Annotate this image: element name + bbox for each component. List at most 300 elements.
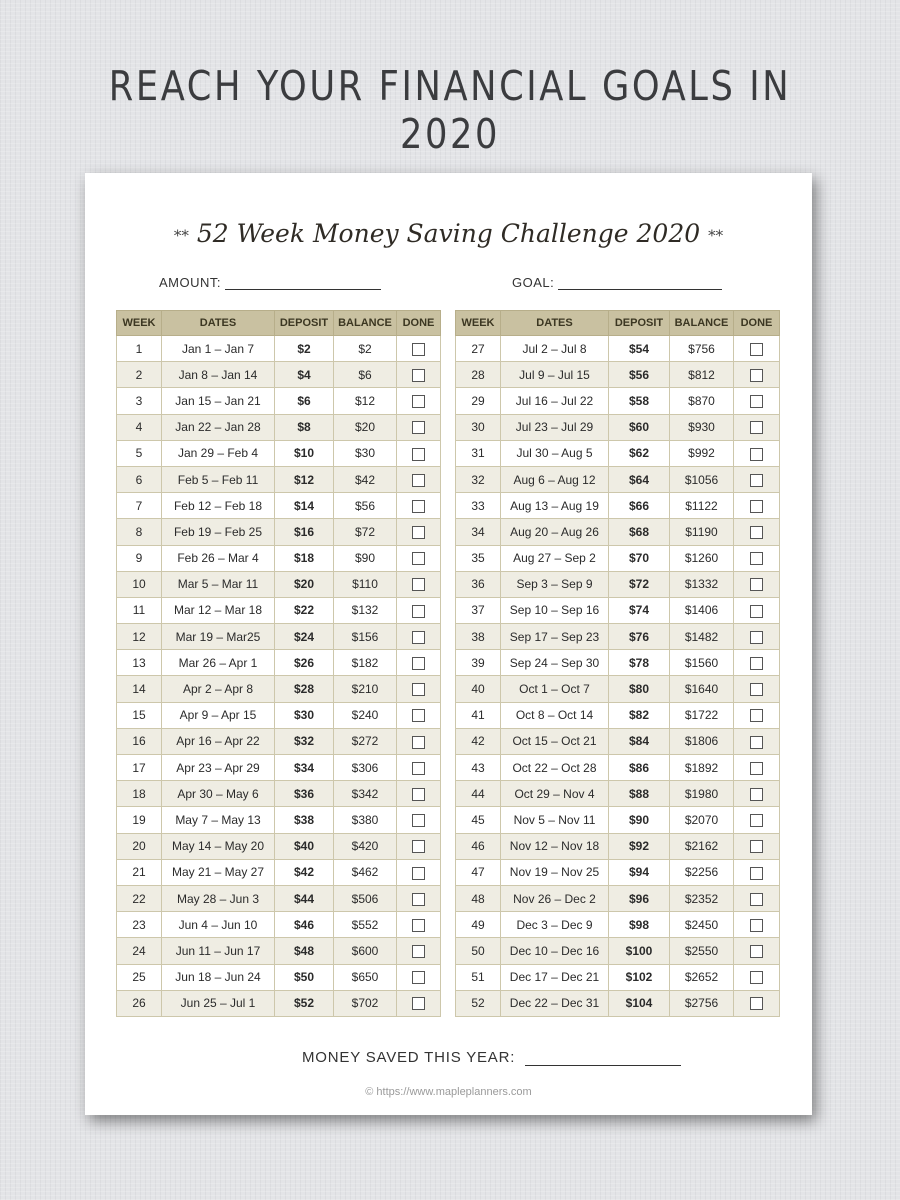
week-cell: 40 (456, 676, 501, 702)
done-checkbox[interactable] (412, 945, 425, 958)
header-done: DONE (397, 311, 441, 336)
dates-cell: Dec 3 – Dec 9 (501, 912, 609, 938)
done-checkbox[interactable] (412, 840, 425, 853)
dates-cell: Dec 22 – Dec 31 (501, 990, 609, 1016)
dates-cell: Oct 8 – Oct 14 (501, 702, 609, 728)
money-saved-label: MONEY SAVED THIS YEAR: (302, 1049, 516, 1066)
done-checkbox[interactable] (750, 814, 763, 827)
deposit-cell: $46 (275, 912, 334, 938)
table-row (117, 493, 441, 519)
goal-line[interactable] (558, 277, 722, 290)
done-cell (734, 388, 780, 414)
balance-cell: $420 (334, 833, 397, 859)
done-checkbox[interactable] (750, 526, 763, 539)
done-checkbox[interactable] (750, 840, 763, 853)
deposit-cell: $82 (609, 702, 670, 728)
deposit-cell: $78 (609, 650, 670, 676)
balance-cell: $380 (334, 807, 397, 833)
done-checkbox[interactable] (750, 657, 763, 670)
done-checkbox[interactable] (412, 369, 425, 382)
deposit-cell: $40 (275, 833, 334, 859)
table-row (456, 414, 780, 440)
done-checkbox[interactable] (412, 971, 425, 984)
dates-cell: Apr 16 – Apr 22 (162, 728, 275, 754)
done-cell (397, 781, 441, 807)
dates-cell: May 7 – May 13 (162, 807, 275, 833)
planner-sheet (85, 173, 812, 1115)
week-cell: 49 (456, 912, 501, 938)
week-cell: 12 (117, 624, 162, 650)
week-cell: 31 (456, 440, 501, 466)
dates-cell: Oct 29 – Nov 4 (501, 781, 609, 807)
deposit-cell: $42 (275, 859, 334, 885)
done-cell (397, 807, 441, 833)
week-cell: 27 (456, 336, 501, 362)
done-checkbox[interactable] (750, 500, 763, 513)
title-text: 52 Week Money Saving Challenge 2020 (196, 219, 701, 248)
dates-cell: Aug 6 – Aug 12 (501, 466, 609, 492)
done-cell (397, 519, 441, 545)
balance-cell: $6 (334, 362, 397, 388)
done-cell (734, 807, 780, 833)
deposit-cell: $64 (609, 466, 670, 492)
balance-cell: $992 (670, 440, 734, 466)
table-row (456, 466, 780, 492)
table-row (456, 388, 780, 414)
done-cell (397, 702, 441, 728)
dates-cell: Jun 11 – Jun 17 (162, 938, 275, 964)
deposit-cell: $2 (275, 336, 334, 362)
done-checkbox[interactable] (750, 736, 763, 749)
done-checkbox[interactable] (750, 343, 763, 356)
done-checkbox[interactable] (750, 631, 763, 644)
done-checkbox[interactable] (750, 605, 763, 618)
table-row (117, 388, 441, 414)
done-cell (397, 545, 441, 571)
goal-field (512, 275, 722, 290)
table-row (117, 336, 441, 362)
done-checkbox[interactable] (412, 421, 425, 434)
deposit-cell: $6 (275, 388, 334, 414)
balance-cell: $1190 (670, 519, 734, 545)
balance-cell: $462 (334, 859, 397, 885)
done-cell (397, 833, 441, 859)
done-cell (397, 493, 441, 519)
week-cell: 42 (456, 728, 501, 754)
table-row (117, 912, 441, 938)
deposit-cell: $22 (275, 597, 334, 623)
balance-cell: $72 (334, 519, 397, 545)
week-cell: 3 (117, 388, 162, 414)
table-row (117, 781, 441, 807)
header-week: WEEK (456, 311, 501, 336)
done-cell (397, 388, 441, 414)
dates-cell: Apr 2 – Apr 8 (162, 676, 275, 702)
dates-cell: Jun 18 – Jun 24 (162, 964, 275, 990)
header-balance: BALANCE (334, 311, 397, 336)
balance-cell: $306 (334, 755, 397, 781)
deposit-cell: $26 (275, 650, 334, 676)
table-row (456, 571, 780, 597)
deposit-cell: $4 (275, 362, 334, 388)
deposit-cell: $44 (275, 885, 334, 911)
dates-cell: Feb 5 – Feb 11 (162, 466, 275, 492)
table-row (456, 833, 780, 859)
table-row (456, 807, 780, 833)
table-header-row (117, 311, 441, 336)
deposit-cell: $86 (609, 755, 670, 781)
done-checkbox[interactable] (750, 971, 763, 984)
balance-cell: $42 (334, 466, 397, 492)
table-row (117, 545, 441, 571)
done-cell (734, 912, 780, 938)
balance-cell: $12 (334, 388, 397, 414)
done-checkbox[interactable] (412, 631, 425, 644)
money-saved-line[interactable] (525, 1051, 681, 1066)
balance-cell: $2652 (670, 964, 734, 990)
balance-cell: $756 (670, 336, 734, 362)
table-row (456, 519, 780, 545)
done-cell (734, 624, 780, 650)
done-cell (734, 990, 780, 1016)
balance-cell: $812 (670, 362, 734, 388)
done-cell (734, 493, 780, 519)
week-cell: 9 (117, 545, 162, 571)
table-header-row (456, 311, 780, 336)
week-cell: 38 (456, 624, 501, 650)
done-checkbox[interactable] (750, 867, 763, 880)
done-checkbox[interactable] (412, 526, 425, 539)
dates-cell: Dec 10 – Dec 16 (501, 938, 609, 964)
week-cell: 18 (117, 781, 162, 807)
deposit-cell: $18 (275, 545, 334, 571)
deposit-cell: $80 (609, 676, 670, 702)
table-row (456, 885, 780, 911)
dates-cell: Sep 10 – Sep 16 (501, 597, 609, 623)
week-cell: 2 (117, 362, 162, 388)
dates-cell: Aug 27 – Sep 2 (501, 545, 609, 571)
done-cell (397, 336, 441, 362)
done-checkbox[interactable] (750, 788, 763, 801)
done-checkbox[interactable] (750, 578, 763, 591)
done-cell (734, 545, 780, 571)
week-cell: 17 (117, 755, 162, 781)
table-row (456, 755, 780, 781)
done-checkbox[interactable] (412, 814, 425, 827)
header-balance: BALANCE (670, 311, 734, 336)
done-cell (734, 466, 780, 492)
week-cell: 48 (456, 885, 501, 911)
dates-cell: Mar 26 – Apr 1 (162, 650, 275, 676)
deposit-cell: $94 (609, 859, 670, 885)
balance-cell: $650 (334, 964, 397, 990)
dates-cell: Mar 5 – Mar 11 (162, 571, 275, 597)
dates-cell: Sep 24 – Sep 30 (501, 650, 609, 676)
done-cell (734, 859, 780, 885)
done-checkbox[interactable] (412, 552, 425, 565)
dates-cell: May 14 – May 20 (162, 833, 275, 859)
done-checkbox[interactable] (412, 893, 425, 906)
week-cell: 19 (117, 807, 162, 833)
done-checkbox[interactable] (750, 474, 763, 487)
table-row (117, 807, 441, 833)
deposit-cell: $66 (609, 493, 670, 519)
balance-cell: $156 (334, 624, 397, 650)
done-checkbox[interactable] (750, 552, 763, 565)
done-checkbox[interactable] (412, 395, 425, 408)
week-cell: 15 (117, 702, 162, 728)
table-row (117, 414, 441, 440)
balance-cell: $1406 (670, 597, 734, 623)
dates-cell: Feb 12 – Feb 18 (162, 493, 275, 519)
deposit-cell: $60 (609, 414, 670, 440)
balance-cell: $240 (334, 702, 397, 728)
done-checkbox[interactable] (750, 683, 763, 696)
week-cell: 8 (117, 519, 162, 545)
header-dates: DATES (162, 311, 275, 336)
header-week: WEEK (117, 311, 162, 336)
done-cell (397, 728, 441, 754)
done-checkbox[interactable] (750, 762, 763, 775)
done-checkbox[interactable] (412, 997, 425, 1010)
dates-cell: Oct 1 – Oct 7 (501, 676, 609, 702)
done-checkbox[interactable] (412, 683, 425, 696)
week-cell: 37 (456, 597, 501, 623)
done-cell (397, 990, 441, 1016)
balance-cell: $552 (334, 912, 397, 938)
balance-cell: $702 (334, 990, 397, 1016)
deposit-cell: $100 (609, 938, 670, 964)
dates-cell: Dec 17 – Dec 21 (501, 964, 609, 990)
week-cell: 32 (456, 466, 501, 492)
table-row (117, 833, 441, 859)
done-checkbox[interactable] (412, 736, 425, 749)
week-cell: 52 (456, 990, 501, 1016)
balance-cell: $30 (334, 440, 397, 466)
done-checkbox[interactable] (750, 421, 763, 434)
table-row (456, 990, 780, 1016)
dates-cell: Jan 29 – Feb 4 (162, 440, 275, 466)
deposit-cell: $90 (609, 807, 670, 833)
deposit-cell: $34 (275, 755, 334, 781)
done-checkbox[interactable] (412, 919, 425, 932)
deposit-cell: $50 (275, 964, 334, 990)
balance-cell: $2162 (670, 833, 734, 859)
week-cell: 45 (456, 807, 501, 833)
balance-cell: $930 (670, 414, 734, 440)
deposit-cell: $70 (609, 545, 670, 571)
dates-cell: Sep 17 – Sep 23 (501, 624, 609, 650)
done-cell (734, 440, 780, 466)
week-cell: 39 (456, 650, 501, 676)
week-cell: 44 (456, 781, 501, 807)
dates-cell: Jan 1 – Jan 7 (162, 336, 275, 362)
deposit-cell: $30 (275, 702, 334, 728)
header-dates: DATES (501, 311, 609, 336)
table-row (456, 597, 780, 623)
deposit-cell: $62 (609, 440, 670, 466)
table-row (117, 728, 441, 754)
balance-cell: $20 (334, 414, 397, 440)
balance-cell: $1560 (670, 650, 734, 676)
done-checkbox[interactable] (750, 919, 763, 932)
dates-cell: Apr 30 – May 6 (162, 781, 275, 807)
done-cell (734, 336, 780, 362)
week-cell: 21 (117, 859, 162, 885)
done-cell (397, 938, 441, 964)
done-checkbox[interactable] (412, 474, 425, 487)
balance-cell: $2352 (670, 885, 734, 911)
deposit-cell: $76 (609, 624, 670, 650)
balance-cell: $1260 (670, 545, 734, 571)
done-cell (734, 885, 780, 911)
deposit-cell: $56 (609, 362, 670, 388)
table-row (456, 650, 780, 676)
dates-cell: Jul 2 – Jul 8 (501, 336, 609, 362)
deposit-cell: $12 (275, 466, 334, 492)
balance-cell: $1722 (670, 702, 734, 728)
balance-cell: $182 (334, 650, 397, 676)
balance-cell: $870 (670, 388, 734, 414)
done-checkbox[interactable] (750, 369, 763, 382)
amount-line[interactable] (225, 277, 381, 290)
done-checkbox[interactable] (750, 997, 763, 1010)
dates-cell: Jul 9 – Jul 15 (501, 362, 609, 388)
done-cell (734, 414, 780, 440)
done-cell (397, 571, 441, 597)
table-row (456, 728, 780, 754)
done-checkbox[interactable] (750, 945, 763, 958)
done-cell (734, 702, 780, 728)
amount-label: AMOUNT: (159, 275, 221, 290)
title-stars-right: ** (708, 226, 724, 245)
done-cell (734, 964, 780, 990)
done-cell (734, 571, 780, 597)
balance-cell: $342 (334, 781, 397, 807)
balance-cell: $132 (334, 597, 397, 623)
done-cell (734, 833, 780, 859)
done-cell (397, 755, 441, 781)
deposit-cell: $38 (275, 807, 334, 833)
done-cell (397, 912, 441, 938)
money-saved-field (302, 1049, 681, 1066)
done-cell (397, 964, 441, 990)
balance-cell: $2756 (670, 990, 734, 1016)
deposit-cell: $24 (275, 624, 334, 650)
week-cell: 14 (117, 676, 162, 702)
done-checkbox[interactable] (412, 762, 425, 775)
balance-cell: $1056 (670, 466, 734, 492)
balance-cell: $1482 (670, 624, 734, 650)
table-row (117, 571, 441, 597)
week-cell: 4 (117, 414, 162, 440)
week-cell: 24 (117, 938, 162, 964)
done-checkbox[interactable] (750, 893, 763, 906)
balance-cell: $1806 (670, 728, 734, 754)
deposit-cell: $8 (275, 414, 334, 440)
week-cell: 23 (117, 912, 162, 938)
week-cell: 29 (456, 388, 501, 414)
deposit-cell: $10 (275, 440, 334, 466)
done-cell (397, 362, 441, 388)
table-row (456, 912, 780, 938)
week-cell: 36 (456, 571, 501, 597)
table-row (456, 964, 780, 990)
amount-field (159, 275, 381, 290)
done-checkbox[interactable] (750, 448, 763, 461)
balance-cell: $506 (334, 885, 397, 911)
done-checkbox[interactable] (412, 448, 425, 461)
done-cell (734, 362, 780, 388)
table-row (117, 650, 441, 676)
title-stars-left: ** (173, 226, 189, 245)
done-cell (397, 597, 441, 623)
done-checkbox[interactable] (412, 788, 425, 801)
deposit-cell: $98 (609, 912, 670, 938)
balance-cell: $1332 (670, 571, 734, 597)
dates-cell: May 28 – Jun 3 (162, 885, 275, 911)
dates-cell: Nov 12 – Nov 18 (501, 833, 609, 859)
table-row (117, 466, 441, 492)
week-cell: 6 (117, 466, 162, 492)
sheet-title (85, 219, 812, 248)
table-row (456, 702, 780, 728)
done-checkbox[interactable] (412, 500, 425, 513)
deposit-cell: $52 (275, 990, 334, 1016)
weeks-table-left (116, 310, 441, 1017)
header-done: DONE (734, 311, 780, 336)
banner-title: REACH YOUR FINANCIAL GOALS IN 2020 (108, 62, 792, 158)
done-checkbox[interactable] (750, 709, 763, 722)
done-checkbox[interactable] (412, 578, 425, 591)
done-cell (734, 781, 780, 807)
table-row (117, 519, 441, 545)
header-deposit: DEPOSIT (609, 311, 670, 336)
dates-cell: Jun 4 – Jun 10 (162, 912, 275, 938)
table-row (456, 440, 780, 466)
done-checkbox[interactable] (412, 343, 425, 356)
done-checkbox[interactable] (412, 657, 425, 670)
done-cell (397, 859, 441, 885)
dates-cell: Oct 15 – Oct 21 (501, 728, 609, 754)
dates-cell: Apr 23 – Apr 29 (162, 755, 275, 781)
balance-cell: $2256 (670, 859, 734, 885)
dates-cell: Nov 19 – Nov 25 (501, 859, 609, 885)
week-cell: 51 (456, 964, 501, 990)
balance-cell: $2 (334, 336, 397, 362)
done-checkbox[interactable] (412, 867, 425, 880)
dates-cell: Nov 5 – Nov 11 (501, 807, 609, 833)
done-checkbox[interactable] (412, 709, 425, 722)
table-row (456, 493, 780, 519)
done-checkbox[interactable] (750, 395, 763, 408)
table-row (456, 676, 780, 702)
done-checkbox[interactable] (412, 605, 425, 618)
week-cell: 41 (456, 702, 501, 728)
deposit-cell: $36 (275, 781, 334, 807)
table-row (456, 545, 780, 571)
done-cell (734, 650, 780, 676)
deposit-cell: $72 (609, 571, 670, 597)
table-row (456, 624, 780, 650)
table-row (456, 859, 780, 885)
week-cell: 26 (117, 990, 162, 1016)
balance-cell: $1122 (670, 493, 734, 519)
dates-cell: Jul 23 – Jul 29 (501, 414, 609, 440)
week-cell: 10 (117, 571, 162, 597)
dates-cell: Mar 12 – Mar 18 (162, 597, 275, 623)
deposit-cell: $102 (609, 964, 670, 990)
